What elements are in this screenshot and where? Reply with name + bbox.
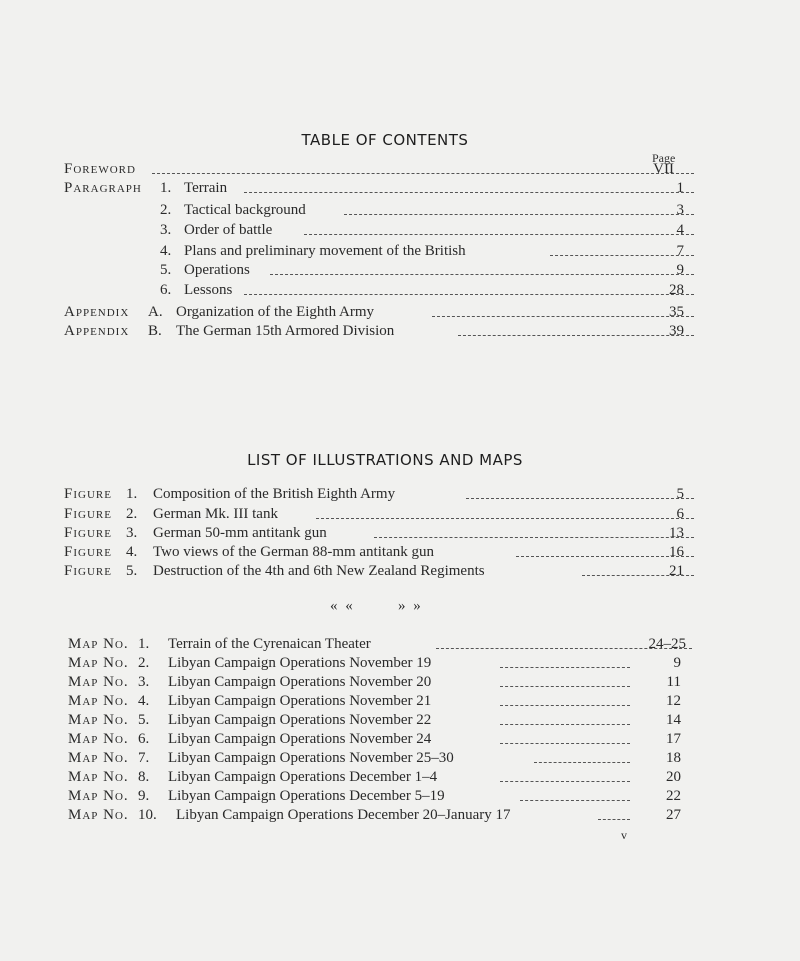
entry-text: German Mk. III tank — [153, 506, 278, 522]
entry-page: 17 — [666, 731, 681, 747]
entry-text: Tactical background — [184, 202, 306, 218]
entry-text: Libyan Campaign Operations December 20–January 17 — [176, 807, 511, 823]
entry-text: Libyan Campaign Operations November 25–30 — [168, 750, 454, 766]
entry-text: Libyan Campaign Operations November 22 — [168, 712, 432, 728]
entry-text: Libyan Campaign Operations November 24 — [168, 731, 432, 747]
entry-label: Map No. — [68, 693, 129, 709]
entry-page: 4 — [676, 222, 684, 238]
entry-number: B. — [148, 323, 162, 339]
entry-page: 12 — [666, 693, 681, 709]
dot-leader — [244, 192, 694, 193]
entry-page: 5 — [676, 486, 684, 502]
entry-number: 8. — [138, 769, 150, 785]
entry-label: Figure — [64, 544, 112, 560]
entry-page: VII — [653, 161, 674, 177]
entry-page: 13 — [669, 525, 684, 541]
entry-label: Map No. — [68, 674, 129, 690]
map-entry — [68, 635, 688, 654]
map-entry — [68, 730, 688, 749]
entry-text: Libyan Campaign Operations November 21 — [168, 693, 432, 709]
entry-page: 3 — [676, 202, 684, 218]
entry-text: Plans and preliminary movement of the British — [184, 243, 466, 259]
entry-text: Libyan Campaign Operations December 1–4 — [168, 769, 438, 785]
figure-entry — [64, 543, 684, 562]
illustrations-title: LIST OF ILLUSTRATIONS AND MAPS — [247, 451, 523, 469]
page-folio: v — [621, 828, 627, 842]
dot-leader — [500, 743, 630, 744]
toc-entry — [64, 261, 684, 280]
map-entry — [68, 711, 688, 730]
map-entry — [68, 768, 688, 787]
entry-number: 2. — [160, 202, 172, 218]
figure-entry — [64, 505, 684, 524]
entry-number: 9. — [138, 788, 150, 804]
separator-right: » » — [398, 598, 423, 614]
dot-leader — [520, 800, 630, 801]
entry-text: Two views of the German 88-mm antitank gun — [153, 544, 434, 560]
map-entry — [68, 787, 688, 806]
entry-number: 10. — [138, 807, 157, 823]
entry-number: 1. — [126, 486, 138, 502]
entry-text: German 50-mm antitank gun — [153, 525, 327, 541]
entry-page: 6 — [676, 506, 684, 522]
entry-page: 16 — [669, 544, 684, 560]
entry-number: 2. — [126, 506, 138, 522]
map-entry — [68, 806, 688, 825]
entry-label: Map No. — [68, 769, 129, 785]
entry-label: Figure — [64, 486, 112, 502]
entry-number: 4. — [126, 544, 138, 560]
entry-number: 3. — [138, 674, 150, 690]
entry-number: 5. — [126, 563, 138, 579]
entry-text: Lessons — [184, 282, 233, 298]
map-entry — [68, 692, 688, 711]
entry-number: 3. — [160, 222, 172, 238]
entry-page: 7 — [676, 243, 684, 259]
entry-page: 11 — [666, 674, 681, 690]
entry-page: 21 — [669, 563, 684, 579]
entry-page: 27 — [666, 807, 681, 823]
toc-entry — [64, 179, 684, 198]
dot-leader — [534, 762, 630, 763]
entry-text: Operations — [184, 262, 250, 278]
entry-page: 18 — [666, 750, 681, 766]
entry-page: 9 — [676, 262, 684, 278]
toc-entry — [64, 242, 684, 261]
entry-text: Libyan Campaign Operations November 19 — [168, 655, 432, 671]
entry-label: Map No. — [68, 655, 129, 671]
entry-text: Composition of the British Eighth Army — [153, 486, 396, 502]
page-column-header: Page — [652, 151, 676, 165]
dot-leader — [500, 686, 630, 687]
entry-text: Organization of the Eighth Army — [176, 304, 375, 320]
entry-number: 1. — [160, 180, 172, 196]
entry-page: 20 — [666, 769, 681, 785]
entry-number: A. — [148, 304, 163, 320]
entry-text: Terrain — [184, 180, 228, 196]
dot-leader — [244, 294, 694, 295]
entry-text: Libyan Campaign Operations December 5–19 — [168, 788, 445, 804]
entry-number: 6. — [138, 731, 150, 747]
separator-left: « « — [330, 598, 355, 614]
entry-page: 28 — [669, 282, 684, 298]
entry-label: Map No. — [68, 788, 129, 804]
entry-number: 4. — [160, 243, 172, 259]
entry-label: Figure — [64, 563, 112, 579]
entry-text: Destruction of the 4th and 6th New Zealand Regiments — [153, 563, 485, 579]
dot-leader — [598, 819, 630, 820]
figure-entry — [64, 524, 684, 543]
toc-entry — [64, 322, 684, 341]
entry-page: 1 — [676, 180, 684, 196]
entry-page: 39 — [669, 323, 684, 339]
entry-text: Libyan Campaign Operations November 20 — [168, 674, 432, 690]
entry-label: Paragraph — [64, 180, 142, 196]
entry-label: Figure — [64, 506, 112, 522]
entry-label: Foreword — [64, 161, 136, 177]
entry-label: Map No. — [68, 731, 129, 747]
entry-page: 35 — [669, 304, 684, 320]
entry-page: 24–25 — [648, 636, 686, 652]
entry-number: 6. — [160, 282, 172, 298]
dot-leader — [500, 705, 630, 706]
entry-number: 1. — [138, 636, 150, 652]
toc-entry — [64, 221, 684, 240]
map-entry — [68, 673, 688, 692]
entry-label: Figure — [64, 525, 112, 541]
figure-entry — [64, 562, 684, 581]
entry-text: Order of battle — [184, 222, 273, 238]
entry-number: 5. — [160, 262, 172, 278]
entry-label: Map No. — [68, 750, 129, 766]
toc-title: TABLE OF CONTENTS — [301, 131, 469, 149]
entry-number: 7. — [138, 750, 150, 766]
map-entry — [68, 654, 688, 673]
dot-leader — [500, 781, 630, 782]
entry-text: The German 15th Armored Division — [176, 323, 395, 339]
entry-label: Appendix — [64, 304, 130, 320]
map-entry — [68, 749, 688, 768]
dot-leader — [270, 274, 694, 275]
toc-entry — [64, 201, 684, 220]
entry-page: 9 — [673, 655, 681, 671]
entry-page: 14 — [666, 712, 681, 728]
entry-number: 4. — [138, 693, 150, 709]
entry-number: 3. — [126, 525, 138, 541]
entry-label: Map No. — [68, 712, 129, 728]
dot-leader — [152, 173, 694, 174]
entry-page: 22 — [666, 788, 681, 804]
entry-label: Map No. — [68, 807, 129, 823]
dot-leader — [500, 667, 630, 668]
entry-label: Map No. — [68, 636, 129, 652]
entry-number: 5. — [138, 712, 150, 728]
toc-entry — [64, 303, 684, 322]
entry-number: 2. — [138, 655, 150, 671]
dot-leader — [500, 724, 630, 725]
toc-entry — [64, 281, 684, 300]
figure-entry — [64, 485, 684, 504]
entry-text: Terrain of the Cyrenaican Theater — [168, 636, 371, 652]
toc-entry — [64, 160, 684, 179]
entry-label: Appendix — [64, 323, 130, 339]
